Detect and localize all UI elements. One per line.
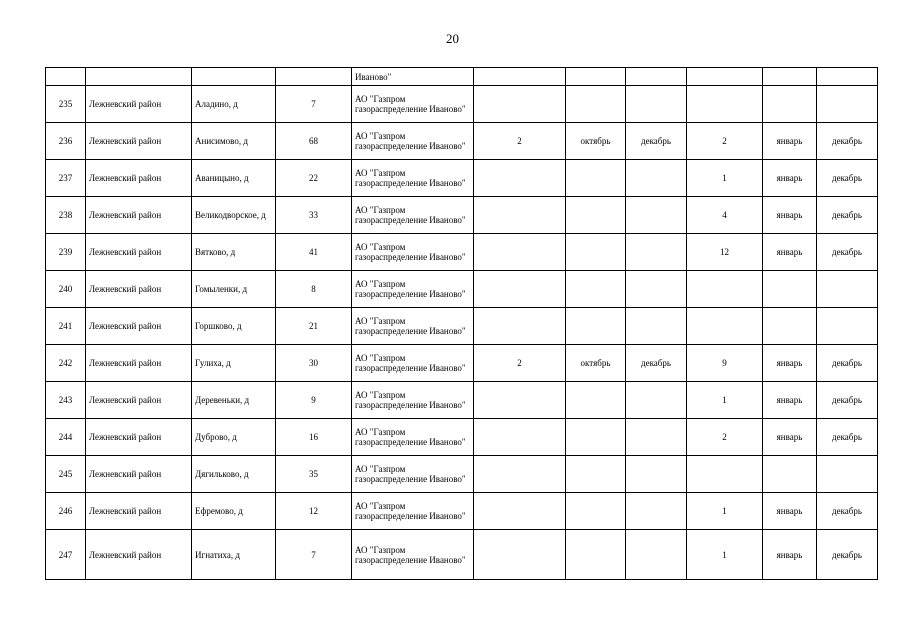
table-row bbox=[46, 419, 878, 456]
cell-c3 bbox=[626, 271, 687, 308]
cell-org: АО "Газпром газораспределение Иваново" bbox=[352, 234, 474, 271]
cell-c1 bbox=[474, 86, 566, 123]
cell-num: 238 bbox=[46, 197, 86, 234]
cell-c3 bbox=[626, 86, 687, 123]
cell-count: 33 bbox=[276, 197, 352, 234]
table-row bbox=[46, 345, 878, 382]
cell-count: 68 bbox=[276, 123, 352, 160]
cell-locality: Горшково, д bbox=[192, 308, 276, 345]
table-row bbox=[46, 493, 878, 530]
cell-c2 bbox=[566, 197, 626, 234]
cell-locality: Гулиха, д bbox=[192, 345, 276, 382]
cell-c6: декабрь bbox=[817, 197, 878, 234]
cell-c6 bbox=[817, 456, 878, 493]
cell-c1 bbox=[474, 419, 566, 456]
table-row bbox=[46, 86, 878, 123]
cell-district: Лежневский район bbox=[86, 530, 192, 580]
cell-district: Лежневский район bbox=[86, 493, 192, 530]
cell-c2 bbox=[566, 308, 626, 345]
cell-count: 16 bbox=[276, 419, 352, 456]
cell-c4: 12 bbox=[687, 234, 763, 271]
cell-c4: 2 bbox=[687, 419, 763, 456]
cell-locality: Дягильково, д bbox=[192, 456, 276, 493]
cell-c3 bbox=[626, 493, 687, 530]
gasification-table bbox=[45, 67, 878, 580]
cell-count: 7 bbox=[276, 86, 352, 123]
cell-c3: декабрь bbox=[626, 345, 687, 382]
cell-org: АО "Газпром газораспределение Иваново" bbox=[352, 419, 474, 456]
cell-c5: январь bbox=[763, 345, 817, 382]
cell-org: АО "Газпром газораспределение Иваново" bbox=[352, 271, 474, 308]
cell-num: 240 bbox=[46, 271, 86, 308]
table-row bbox=[46, 271, 878, 308]
cell-c4 bbox=[687, 308, 763, 345]
cell-c6: декабрь bbox=[817, 234, 878, 271]
cell-locality: Великодворское, д bbox=[192, 197, 276, 234]
cell-num: 236 bbox=[46, 123, 86, 160]
cell-locality: Вятково, д bbox=[192, 234, 276, 271]
table-row bbox=[46, 530, 878, 580]
table-row bbox=[46, 197, 878, 234]
cell-c1: 2 bbox=[474, 345, 566, 382]
table-row bbox=[46, 160, 878, 197]
cell-c2 bbox=[566, 86, 626, 123]
cell-num: 242 bbox=[46, 345, 86, 382]
cell-c2 bbox=[566, 68, 626, 86]
cell-c5: январь bbox=[763, 234, 817, 271]
cell-c1 bbox=[474, 382, 566, 419]
cell-num: 241 bbox=[46, 308, 86, 345]
cell-locality: Гомыленки, д bbox=[192, 271, 276, 308]
page-number: 20 bbox=[446, 31, 459, 46]
cell-district: Лежневский район bbox=[86, 382, 192, 419]
cell-c4: 1 bbox=[687, 382, 763, 419]
cell-c3 bbox=[626, 68, 687, 86]
cell-c2: октябрь bbox=[566, 123, 626, 160]
cell-org: АО "Газпром газораспределение Иваново" bbox=[352, 493, 474, 530]
cell-org: Иваново" bbox=[352, 68, 474, 86]
table-row-continuation bbox=[46, 68, 878, 86]
table-row bbox=[46, 123, 878, 160]
cell-c4 bbox=[687, 68, 763, 86]
cell-org: АО "Газпром газораспределение Иваново" bbox=[352, 345, 474, 382]
cell-c6: декабрь bbox=[817, 345, 878, 382]
cell-c5: январь bbox=[763, 160, 817, 197]
cell-district: Лежневский район bbox=[86, 197, 192, 234]
cell-c5: январь bbox=[763, 419, 817, 456]
table-row bbox=[46, 234, 878, 271]
cell-c2: октябрь bbox=[566, 345, 626, 382]
cell-locality: Деревеньки, д bbox=[192, 382, 276, 419]
cell-c4: 1 bbox=[687, 160, 763, 197]
cell-c3 bbox=[626, 456, 687, 493]
cell-org: АО "Газпром газораспределение Иваново" bbox=[352, 308, 474, 345]
cell-locality: Аваницыно, д bbox=[192, 160, 276, 197]
cell-org: АО "Газпром газораспределение Иваново" bbox=[352, 86, 474, 123]
cell-district: Лежневский район bbox=[86, 234, 192, 271]
cell-district: Лежневский район bbox=[86, 86, 192, 123]
cell-count: 22 bbox=[276, 160, 352, 197]
cell-locality: Ефремово, д bbox=[192, 493, 276, 530]
cell-c6: декабрь bbox=[817, 419, 878, 456]
cell-org: АО "Газпром газораспределение Иваново" bbox=[352, 197, 474, 234]
cell-locality: Дуброво, д bbox=[192, 419, 276, 456]
cell-c5: январь bbox=[763, 382, 817, 419]
cell-num: 244 bbox=[46, 419, 86, 456]
cell-count: 12 bbox=[276, 493, 352, 530]
cell-c3 bbox=[626, 197, 687, 234]
table-row bbox=[46, 382, 878, 419]
cell-c1: 2 bbox=[474, 123, 566, 160]
cell-c5 bbox=[763, 271, 817, 308]
cell-c4: 1 bbox=[687, 530, 763, 580]
cell-c3 bbox=[626, 382, 687, 419]
cell-c3: декабрь bbox=[626, 123, 687, 160]
cell-c2 bbox=[566, 456, 626, 493]
cell-district: Лежневский район bbox=[86, 345, 192, 382]
cell-c5: январь bbox=[763, 530, 817, 580]
cell-c3 bbox=[626, 234, 687, 271]
cell-c1 bbox=[474, 68, 566, 86]
cell-count: 8 bbox=[276, 271, 352, 308]
cell-c2 bbox=[566, 271, 626, 308]
cell-c6 bbox=[817, 271, 878, 308]
cell-num: 235 bbox=[46, 86, 86, 123]
cell-c1 bbox=[474, 271, 566, 308]
cell-count: 7 bbox=[276, 530, 352, 580]
cell-district: Лежневский район bbox=[86, 419, 192, 456]
cell-c1 bbox=[474, 456, 566, 493]
cell-count bbox=[276, 68, 352, 86]
cell-c6: декабрь bbox=[817, 382, 878, 419]
cell-c6: декабрь bbox=[817, 493, 878, 530]
cell-c4 bbox=[687, 456, 763, 493]
cell-c6 bbox=[817, 68, 878, 86]
cell-org: АО "Газпром газораспределение Иваново" bbox=[352, 160, 474, 197]
cell-org: АО "Газпром газораспределение Иваново" bbox=[352, 456, 474, 493]
cell-org: АО "Газпром газораспределение Иваново" bbox=[352, 382, 474, 419]
cell-district: Лежневский район bbox=[86, 308, 192, 345]
cell-num bbox=[46, 68, 86, 86]
table-row bbox=[46, 308, 878, 345]
cell-num: 246 bbox=[46, 493, 86, 530]
cell-c6 bbox=[817, 86, 878, 123]
cell-count: 41 bbox=[276, 234, 352, 271]
cell-c2 bbox=[566, 493, 626, 530]
cell-locality bbox=[192, 68, 276, 86]
cell-c2 bbox=[566, 160, 626, 197]
cell-c1 bbox=[474, 308, 566, 345]
cell-num: 247 bbox=[46, 530, 86, 580]
cell-c3 bbox=[626, 308, 687, 345]
cell-locality: Аладино, д bbox=[192, 86, 276, 123]
cell-c4: 9 bbox=[687, 345, 763, 382]
table-body bbox=[46, 68, 878, 580]
cell-c6: декабрь bbox=[817, 160, 878, 197]
cell-locality: Игнатиха, д bbox=[192, 530, 276, 580]
cell-locality: Анисимово, д bbox=[192, 123, 276, 160]
cell-c4 bbox=[687, 271, 763, 308]
cell-c6: декабрь bbox=[817, 530, 878, 580]
cell-c4 bbox=[687, 86, 763, 123]
cell-c5: январь bbox=[763, 123, 817, 160]
cell-c4: 1 bbox=[687, 493, 763, 530]
cell-c5 bbox=[763, 308, 817, 345]
cell-c1 bbox=[474, 160, 566, 197]
cell-c1 bbox=[474, 493, 566, 530]
cell-count: 9 bbox=[276, 382, 352, 419]
cell-count: 30 bbox=[276, 345, 352, 382]
cell-c3 bbox=[626, 160, 687, 197]
cell-c3 bbox=[626, 530, 687, 580]
cell-c2 bbox=[566, 530, 626, 580]
cell-org: АО "Газпром газораспределение Иваново" bbox=[352, 123, 474, 160]
cell-c5: январь bbox=[763, 197, 817, 234]
cell-district: Лежневский район bbox=[86, 271, 192, 308]
cell-c1 bbox=[474, 197, 566, 234]
cell-count: 35 bbox=[276, 456, 352, 493]
cell-c6: декабрь bbox=[817, 123, 878, 160]
cell-district: Лежневский район bbox=[86, 160, 192, 197]
cell-c2 bbox=[566, 382, 626, 419]
cell-c5 bbox=[763, 86, 817, 123]
cell-c4: 4 bbox=[687, 197, 763, 234]
cell-c2 bbox=[566, 419, 626, 456]
cell-c5 bbox=[763, 68, 817, 86]
cell-count: 21 bbox=[276, 308, 352, 345]
cell-c6 bbox=[817, 308, 878, 345]
cell-c3 bbox=[626, 419, 687, 456]
cell-c5 bbox=[763, 456, 817, 493]
table-row bbox=[46, 456, 878, 493]
cell-c1 bbox=[474, 530, 566, 580]
cell-district: Лежневский район bbox=[86, 123, 192, 160]
cell-c1 bbox=[474, 234, 566, 271]
cell-org: АО "Газпром газораспределение Иваново" bbox=[352, 530, 474, 580]
cell-c4: 2 bbox=[687, 123, 763, 160]
cell-num: 243 bbox=[46, 382, 86, 419]
cell-district bbox=[86, 68, 192, 86]
cell-c2 bbox=[566, 234, 626, 271]
cell-num: 245 bbox=[46, 456, 86, 493]
cell-num: 239 bbox=[46, 234, 86, 271]
cell-district: Лежневский район bbox=[86, 456, 192, 493]
cell-num: 237 bbox=[46, 160, 86, 197]
cell-c5: январь bbox=[763, 493, 817, 530]
